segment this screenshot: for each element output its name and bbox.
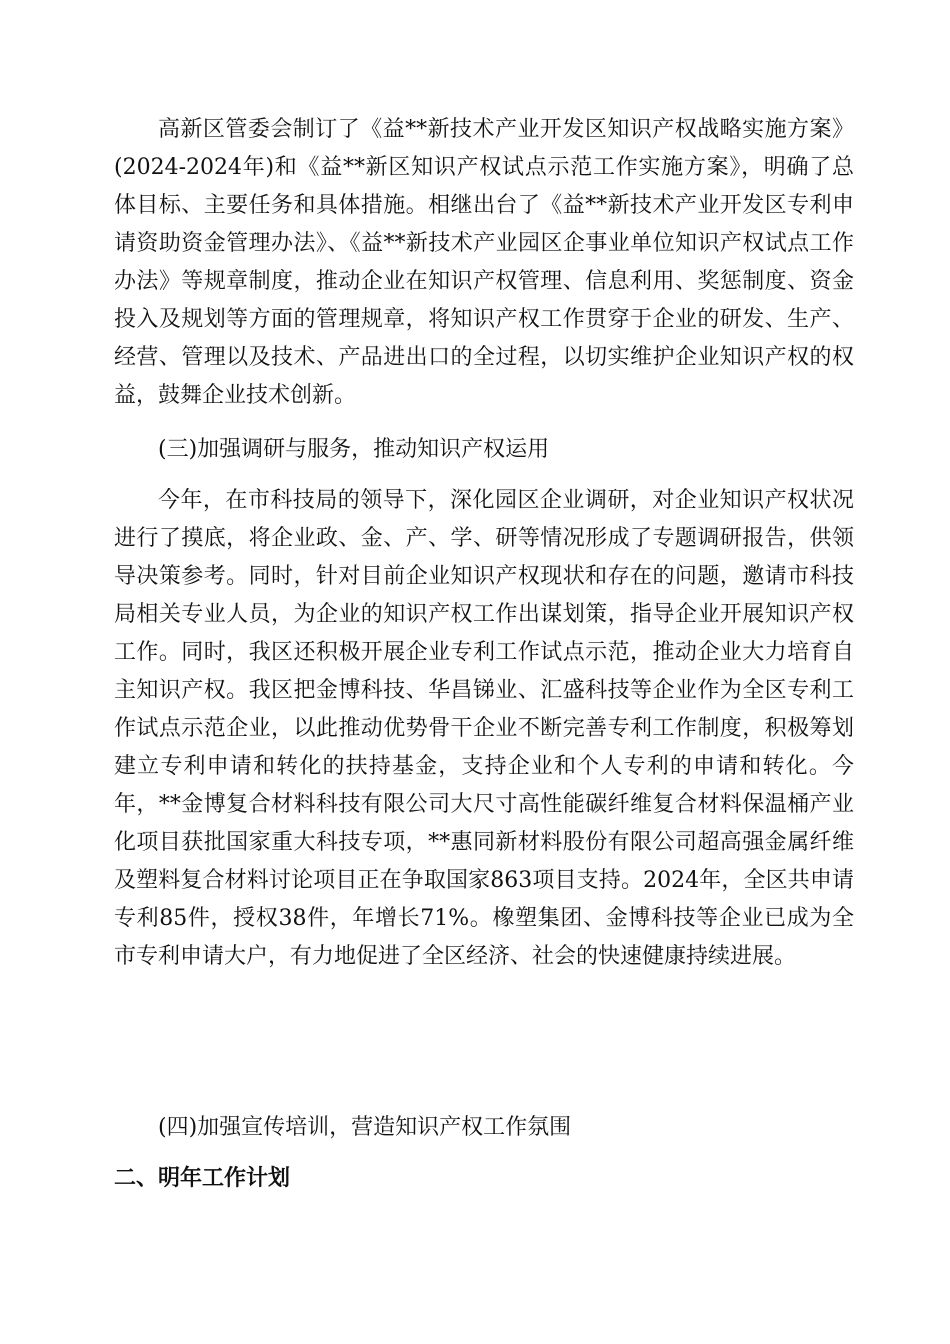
subheading-publicity-training: (四)加强宣传培训，营造知识产权工作氛围: [158, 1115, 572, 1140]
paragraph-research-details: 今年，在市科技局的领导下，深化园区企业调研，对企业知识产权状况进行了摸底，将企业政、金、产、学、研等情况形成了专题调研报告，供领导决策参考。同时，针对目前企业知识产权现状和存在的问题，邀请市科技局相关专业人员，为企业的知识产权工作出谋划策，指导企业开展知识产权工作。同时，我区还积极开展企业专利工作试点示范，推动企业大力培育自主知识产权。我区把金博科技、华昌锑业、汇盛科技等企业作为全区专利工作试点示范企业，以此推动优势骨干企业不断完善专利工作制度，积极筹划建立专利申请和转化的扶持基金，支持企业和个人专利的申请和转化。今年，**金博复合材料科技有限公司大尺寸高性能碳纤维复合材料保温桶产业化项目获批国家重大科技专项，**惠同新材料股份有限公司超高强金属纤维及塑料复合材料讨论项目正在争取国家863项目支持。2024年，全区共申请专利85件，授权38件，年增长71%。橡塑集团、金博科技等企业已成为全市专利申请大户，有力地促进了全区经济、社会的快速健康持续进展。: [114, 488, 854, 969]
section-heading-next-year-plan: 二、明年工作计划: [114, 1166, 291, 1191]
paragraph-strategy-plans: 高新区管委会制订了《益**新技术产业开发区知识产权战略实施方案》(2024-2024年)和《益**新区知识产权试点示范工作实施方案》，明确了总体目标、主要任务和具体措施。相继出台了《益**新技术产业开发区专利申请资助资金管理办法》、《益**新技术产业园区企事业单位知识产权试点工作办法》等规章制度，推动企业在知识产权管理、信息利用、奖惩制度、资金投入及规划等方面的管理规章，将知识产权工作贯穿于企业的研发、生产、经营、管理以及技术、产品进出口的全过程，以切实维护企业知识产权的权益，鼓舞企业技术创新。: [114, 117, 854, 408]
subheading-research-service: (三)加强调研与服务，推动知识产权运用: [158, 437, 550, 462]
